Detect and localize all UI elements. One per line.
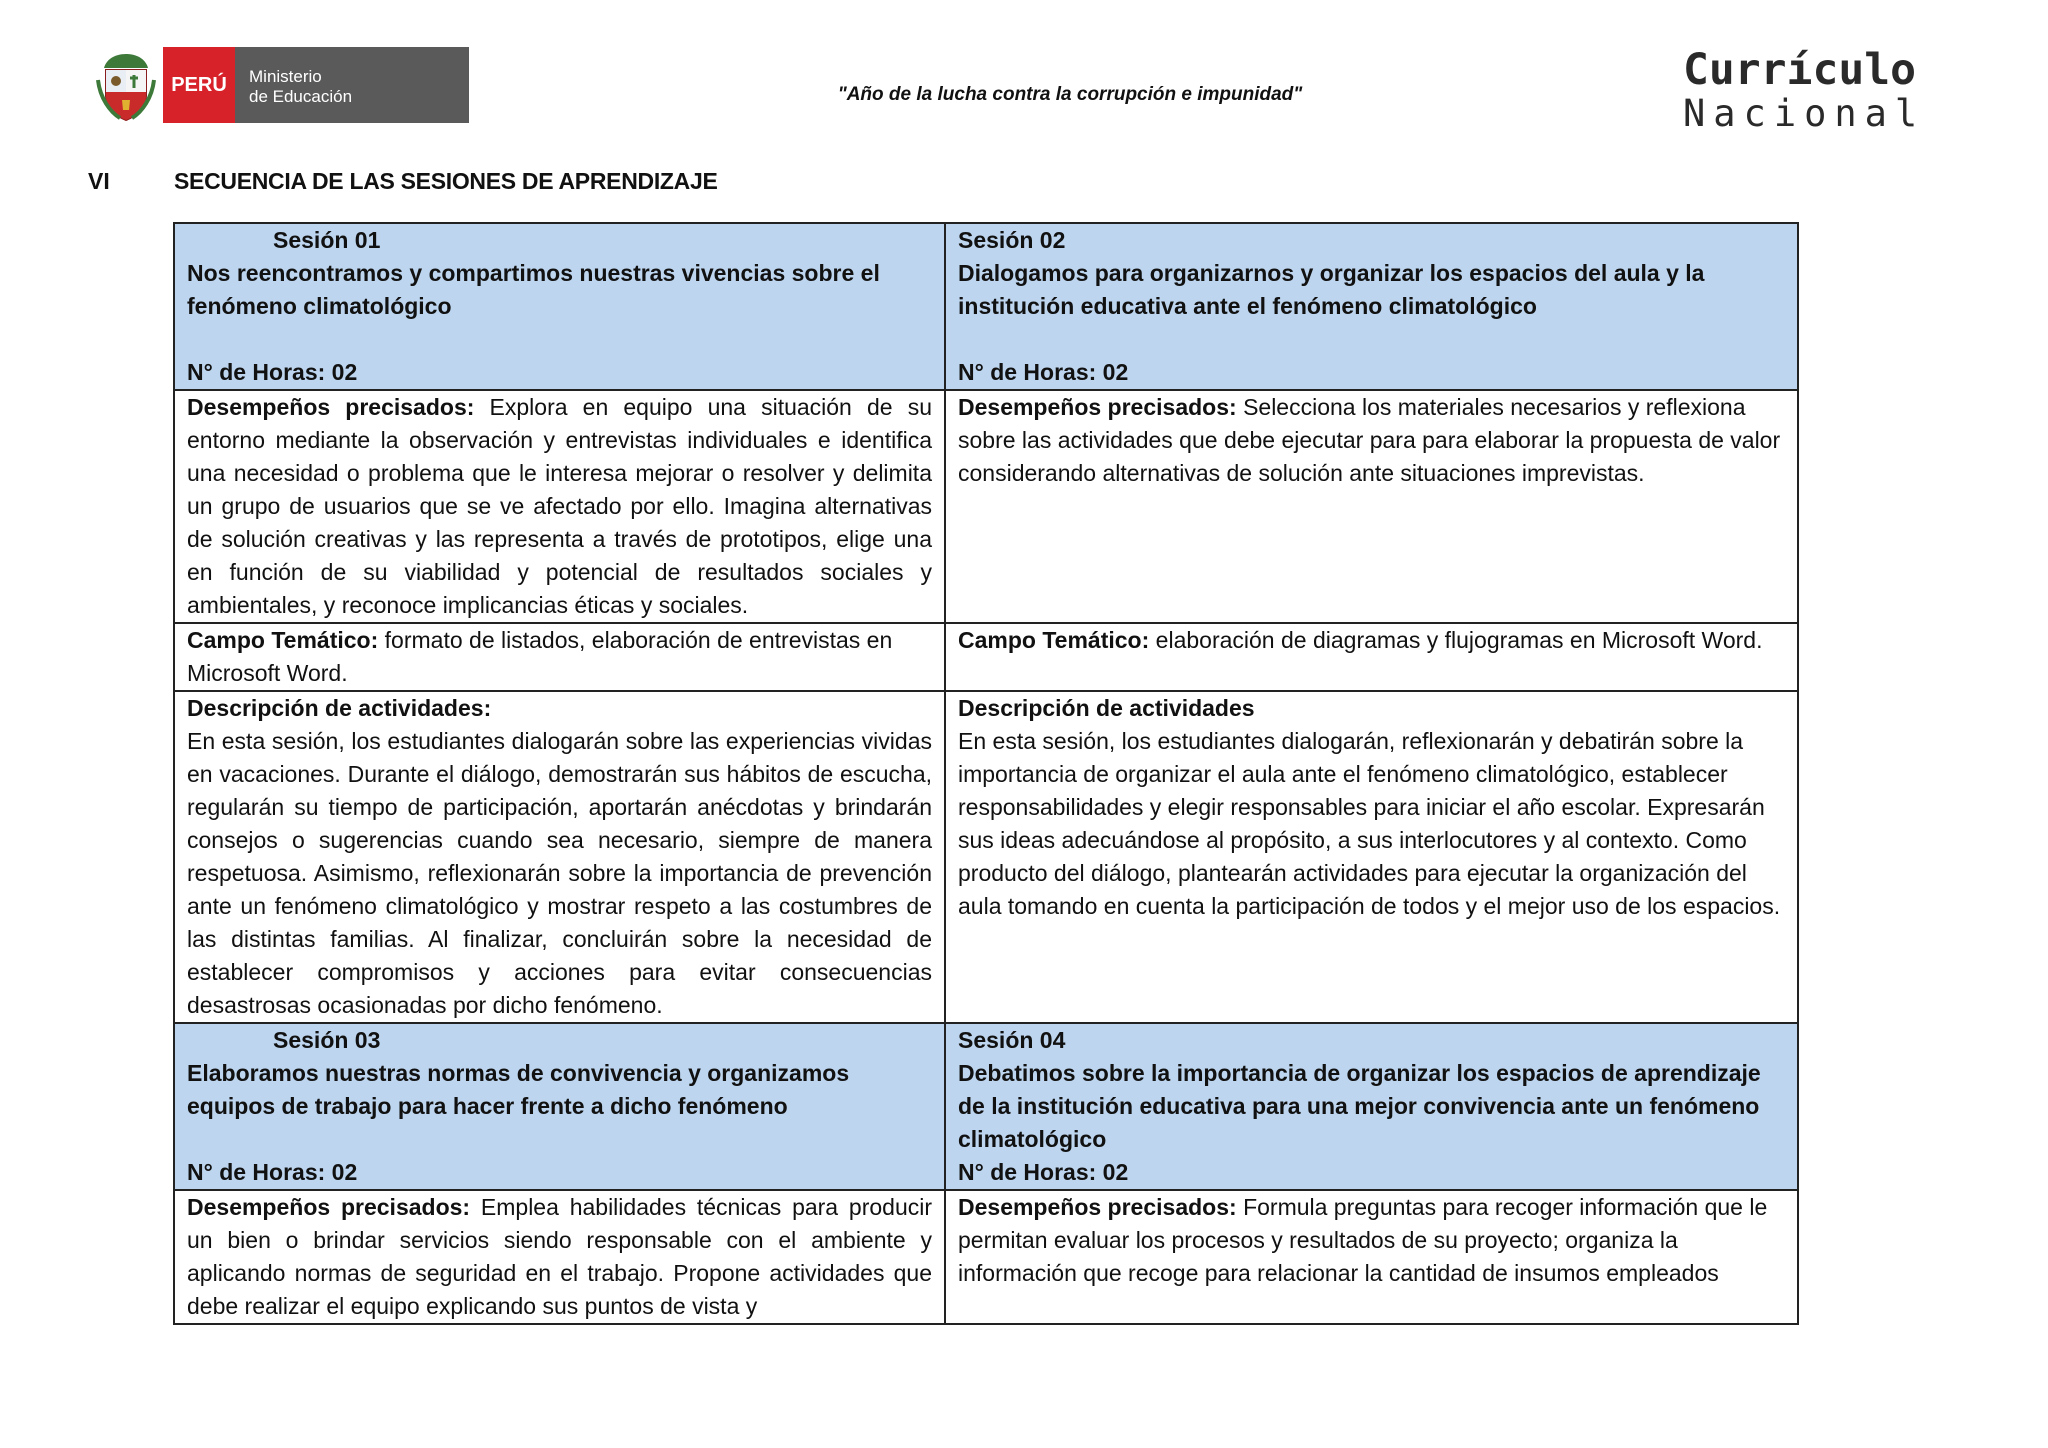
desempenos-label: Desempeños precisados:: [187, 394, 475, 420]
descripcion-text: En esta sesión, los estudiantes dialogarán sobre las experiencias vividas en vacaciones. Durante el diálogo, demostrarán sus hábitos de escucha, regularán su tiempo de participación, aportarán anécdotas y brindarán consejos o sugerencias cuando sea necesario, siempre de manera respetuosa. Asimismo, reflexionarán sobre la importancia de prevención ante un fenómeno climatológico y mostrar respeto a las costumbres de las distintas familias. Al finalizar, concluirán sobre la necesidad de establecer compromisos y acciones para evitar consecuencias desastrosas ocasionadas por dicho fenómeno.: [187, 728, 932, 1018]
curriculo-nacional-logo: [1683, 46, 1983, 134]
session-01-descripcion: [174, 691, 945, 1023]
session-label: Sesión 01: [273, 227, 381, 253]
session-03-desempenos: [174, 1190, 945, 1324]
desempenos-label: Desempeños precisados:: [958, 394, 1237, 420]
session-01-desempenos: [174, 390, 945, 623]
session-hours: N° de Horas: 02: [187, 359, 358, 385]
session-title: Elaboramos nuestras normas de convivencia y organizamos equipos de trabajo para hacer frente a dicho fenómeno: [187, 1060, 850, 1119]
section-number: VI: [88, 168, 110, 194]
session-01-campo: [174, 623, 945, 691]
descripcion-text: En esta sesión, los estudiantes dialogarán, reflexionarán y debatirán sobre la importancia de organizar el aula ante el fenómeno climatológico, establecer responsabilidades y elegir responsables para iniciar el año escolar. Expresarán sus ideas adecuándose al propósito, a sus interlocutores y al contexto. Como producto del diálogo, plantearán actividades para ejecutar la organización del aula tomando en cuenta la participación de todos y el mejor uso de los espacios.: [958, 728, 1781, 919]
campo-text: formato de listados, elaboración de entrevistas en Microsoft Word.: [187, 627, 893, 686]
session-03-header: [174, 1023, 945, 1190]
curriculo-logo-line-2: Nacional: [1683, 92, 1926, 135]
campo-label: Campo Temático:: [958, 627, 1150, 653]
ministry-name: [235, 47, 469, 123]
campo-row: [174, 623, 1798, 691]
desempenos-row: [174, 390, 1798, 623]
session-02-campo: [945, 623, 1798, 691]
desempenos-text: Formula preguntas para recoger información que le permitan evaluar los procesos y resultados de su proyecto; organiza la información que recoge para relacionar la cantidad de insumos empleados: [958, 1194, 1768, 1286]
year-motto: "Año de la lucha contra la corrupción e impunidad": [837, 84, 1303, 105]
session-02-desempenos: [945, 390, 1798, 623]
session-label: Sesión 02: [958, 227, 1066, 253]
session-hours: N° de Horas: 02: [187, 1159, 358, 1185]
desempenos-text: Selecciona los materiales necesarios y reflexiona sobre las actividades que debe ejecutar para para elaborar la propuesta de valor considerando alternativas de solución ante situaciones imprevistas.: [958, 394, 1781, 486]
desempenos-label: Desempeños precisados:: [187, 1194, 471, 1220]
session-hours: N° de Horas: 02: [958, 1159, 1129, 1185]
curriculo-logo-line-1: Currículo: [1683, 45, 1916, 95]
descripcion-label: Descripción de actividades:: [187, 695, 492, 721]
session-title: Dialogamos para organizarnos y organizar los espacios del aula y la institución educativa ante el fenómeno climatológico: [958, 260, 1705, 319]
session-title: Debatimos sobre la importancia de organizar los espacios de aprendizaje de la institución educativa para una mejor convivencia ante un fenómeno climatológico: [958, 1060, 1761, 1152]
desempenos-text: Explora en equipo una situación de su entorno mediante la observación y entrevistas individuales e identifica una necesidad o problema que le interesa mejorar o resolver y delimita un grupo de usuarios que se ve afectado por ello. Imagina alternativas de solución creativas y las representa a través de prototipos, elige una en función de su viabilidad y potencial de resultados sociales y ambientales, y reconoce implicancias éticas y sociales.: [187, 394, 932, 618]
ministry-line-2: de Educación: [249, 87, 353, 106]
descripcion-label: Descripción de actividades: [958, 695, 1255, 721]
ministry-logo: [163, 47, 469, 123]
session-04-desempenos: [945, 1190, 1798, 1324]
desempenos-label: Desempeños precisados:: [958, 1194, 1237, 1220]
desempenos-row: [174, 1190, 1798, 1324]
peru-label: PERÚ: [163, 47, 235, 123]
session-header-row: [174, 223, 1798, 390]
peru-coat-of-arms-icon: [96, 50, 156, 122]
desempenos-text: Emplea habilidades técnicas para producir un bien o brindar servicios siendo responsable con el ambiente y aplicando normas de seguridad en el trabajo. Propone actividades que debe realizar el equipo explicando sus puntos de vista y: [187, 1194, 933, 1319]
session-title: Nos reencontramos y compartimos nuestras vivencias sobre el fenómeno climatológico: [187, 260, 880, 319]
session-02-descripcion: [945, 691, 1798, 1023]
campo-text: elaboración de diagramas y flujogramas en Microsoft Word.: [1155, 627, 1763, 653]
session-label: Sesión 03: [273, 1027, 381, 1053]
session-hours: N° de Horas: 02: [958, 359, 1129, 385]
session-02-header: [945, 223, 1798, 390]
section-title: SECUENCIA DE LAS SESIONES DE APRENDIZAJE: [174, 168, 718, 194]
page-header: [0, 0, 2048, 150]
sessions-table: [173, 222, 1799, 1325]
session-label: Sesión 04: [958, 1027, 1066, 1053]
session-04-header: [945, 1023, 1798, 1190]
session-header-row: [174, 1023, 1798, 1190]
ministry-line-1: Ministerio: [249, 67, 322, 86]
descripcion-row: [174, 691, 1798, 1023]
session-01-header: [174, 223, 945, 390]
campo-label: Campo Temático:: [187, 627, 379, 653]
